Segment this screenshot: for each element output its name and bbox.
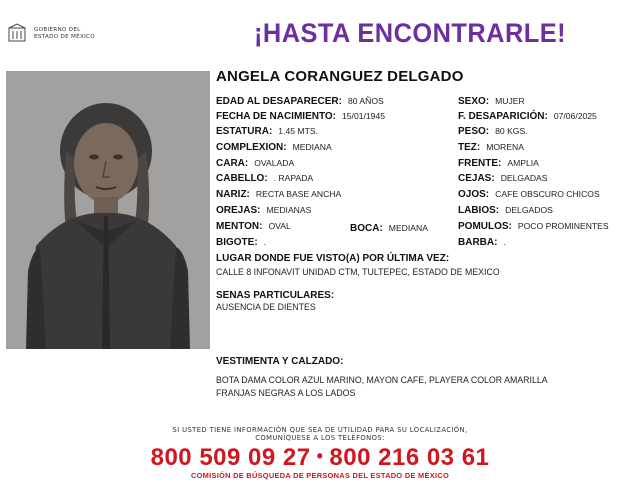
field-label: CARA: [216,158,249,169]
field-value: 1.45 MTS. [278,126,318,136]
field-value: 15/01/1945 [342,111,386,121]
government-logo [6,22,114,44]
field-value: CAFE OBSCURO CHICOS [495,189,600,199]
last-seen-label: LUGAR DONDE FUE VISTO(A) POR ÚLTIMA VEZ: [216,253,450,264]
field-boca [350,223,428,234]
field-label: NARIZ: [216,189,250,200]
person-photo [6,71,210,349]
field-label: LABIOS: [458,205,500,216]
field-label: COMPLEXION: [216,142,287,153]
field-label: OJOS: [458,189,490,200]
field-label: BIGOTE: [216,237,258,248]
clothing-line2: FRANJAS NEGRAS A LOS LADOS [216,388,356,398]
field-value: OVALADA [254,158,295,168]
phone-number-2[interactable]: 800 216 03 61 [329,444,490,471]
field-value: . RAPADA [273,173,314,183]
field-value: POCO PROMINENTES [517,221,609,231]
field-value: RECTA BASE ANCHA [255,189,342,199]
last-seen-value: CALLE 8 INFONAVIT UNIDAD CTM, TULTEPEC, ESTADO DE MEXICO [216,267,500,277]
phone-number-1[interactable]: 800 509 09 27 [150,444,311,471]
field-label: BARBA: [458,237,498,248]
field-tez [458,142,524,153]
field-label: FRENTE: [458,158,502,169]
field-menton [216,221,291,232]
person-name: ANGELA CORANGUEZ DELGADO [216,68,464,85]
field-label: FECHA DE NACIMIENTO: [216,111,336,122]
field-value: MORENA [486,142,524,152]
field-label: EDAD AL DESAPARECER: [216,96,342,107]
particular-marks-label: SENAS PARTICULARES: [216,290,335,301]
field-value: OVAL [268,221,291,231]
field-nariz [216,189,341,200]
field-value: 80 AÑOS [347,96,384,106]
field-cabello [216,173,313,184]
field-value: AMPLIA [507,158,539,168]
field-cara [216,158,294,169]
logo-text-line1: GOBIERNO DEL [34,27,81,33]
clothing-line1: BOTA DAMA COLOR AZUL MARINO, MAYON CAFE, PLAYERA COLOR AMARILLA [216,375,548,385]
field-nacimiento [216,111,385,122]
field-label: F. DESAPARICIÓN: [458,111,548,122]
field-label: OREJAS: [216,205,261,216]
field-value: DELGADAS [500,173,548,183]
field-label: TEZ: [458,142,481,153]
field-label: PESO: [458,126,490,137]
commission-footer: COMISIÓN DE BÚSQUEDA DE PERSONAS DEL ESTADO DE MÉXICO [190,471,450,480]
phone-numbers [0,444,640,472]
field-value: MEDIANA [292,142,332,152]
field-frente [458,158,539,169]
field-value: . [263,237,267,247]
field-estatura [216,126,318,137]
phone-separator: • [316,446,324,466]
field-label: ESTATURA: [216,126,273,137]
field-peso [458,126,528,137]
field-barba [458,237,506,248]
logo-text-line2: ESTADO DE MÉXICO [34,34,95,40]
field-sexo [458,96,525,107]
field-value: MUJER [495,96,525,106]
contact-notice-line2: COMUNÍQUESE A LOS TELÉFONOS: [255,434,385,442]
field-value: 07/06/2025 [553,111,597,121]
field-label: CEJAS: [458,173,495,184]
field-value: . [503,237,506,247]
field-value: DELGADOS [505,205,553,215]
field-complexion [216,142,332,153]
field-pomulos [458,221,609,232]
field-edad [216,96,384,107]
field-orejas [216,205,311,216]
clothing-label: VESTIMENTA Y CALZADO: [216,356,344,367]
field-label: SEXO: [458,96,490,107]
person-photo-illustration [6,71,210,349]
field-label: CABELLO: [216,173,268,184]
field-label: MENTON: [216,221,263,232]
field-label: POMULOS: [458,221,512,232]
field-cejas [458,173,548,184]
contact-notice-line1: SI USTED TIENE INFORMACIÓN QUE SEA DE UTILIDAD PARA SU LOCALIZACIÓN, [172,426,468,434]
state-seal-icon [6,22,28,44]
field-value: MEDIANAS [266,205,312,215]
headline: ¡HASTA ENCONTRARLE! [254,18,567,48]
field-ojos [458,189,600,200]
field-bigote [216,237,266,248]
field-label: BOCA: [350,223,383,234]
field-value: MEDIANA [388,223,428,233]
field-labios [458,205,553,216]
field-desaparicion [458,111,597,122]
field-value: 80 KGS. [495,126,528,136]
particular-marks-value: AUSENCIA DE DIENTES [216,302,316,312]
